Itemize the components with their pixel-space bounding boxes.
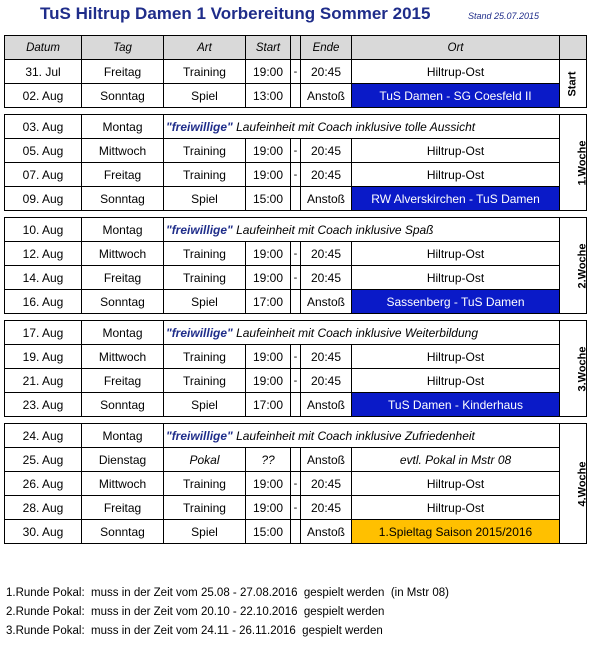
location-cell: evtl. Pokal in Mstr 08 bbox=[352, 448, 560, 472]
table-row bbox=[5, 424, 587, 448]
type-cell: Training bbox=[164, 242, 246, 266]
start-cell: 19:00 bbox=[246, 163, 291, 187]
dash-cell bbox=[291, 520, 301, 544]
table-row bbox=[5, 218, 587, 242]
end-cell: 20:45 bbox=[301, 496, 352, 520]
note-line: 2.Runde Pokal: muss in der Zeit vom 20.10 - 22.10.2016 gespielt werden bbox=[6, 606, 385, 618]
type-cell: Spiel bbox=[164, 290, 246, 314]
table-row bbox=[5, 393, 587, 417]
day-cell: Freitag bbox=[82, 369, 164, 393]
date-cell: 14. Aug bbox=[5, 266, 82, 290]
start-cell: 19:00 bbox=[246, 266, 291, 290]
day-cell: Dienstag bbox=[82, 448, 164, 472]
page-title: TuS Hiltrup Damen 1 Vorbereitung Sommer 2015 bbox=[40, 4, 431, 23]
date-cell: 10. Aug bbox=[5, 218, 82, 242]
voluntary-label: "freiwillige" bbox=[166, 222, 233, 237]
end-cell: 20:45 bbox=[301, 139, 352, 163]
end-cell: Anstoß bbox=[301, 520, 352, 544]
day-cell: Sonntag bbox=[82, 84, 164, 108]
date-cell: 23. Aug bbox=[5, 393, 82, 417]
table-row bbox=[5, 163, 587, 187]
location-cell: Hiltrup-Ost bbox=[352, 60, 560, 84]
day-cell: Sonntag bbox=[82, 393, 164, 417]
type-cell: Training bbox=[164, 60, 246, 84]
column-header: Art bbox=[164, 36, 246, 60]
week-label-cell bbox=[560, 321, 587, 417]
column-header bbox=[560, 36, 587, 60]
type-cell: Spiel bbox=[164, 84, 246, 108]
table-row bbox=[5, 369, 587, 393]
week-label: 3.Woche bbox=[576, 345, 589, 392]
location-cell: Hiltrup-Ost bbox=[352, 472, 560, 496]
date-cell: 12. Aug bbox=[5, 242, 82, 266]
dash-cell bbox=[291, 393, 301, 417]
table-row bbox=[5, 290, 587, 314]
day-cell: Mittwoch bbox=[82, 139, 164, 163]
table-row bbox=[5, 496, 587, 520]
table-row bbox=[5, 187, 587, 211]
location-cell: Hiltrup-Ost bbox=[352, 242, 560, 266]
type-cell: Training bbox=[164, 163, 246, 187]
block-spacer bbox=[5, 314, 587, 321]
location-cell: RW Alverskirchen - TuS Damen bbox=[352, 187, 560, 211]
end-cell: 20:45 bbox=[301, 345, 352, 369]
type-cell: Pokal bbox=[164, 448, 246, 472]
date-cell: 21. Aug bbox=[5, 369, 82, 393]
day-cell: Sonntag bbox=[82, 290, 164, 314]
location-cell: Hiltrup-Ost bbox=[352, 163, 560, 187]
start-cell: 19:00 bbox=[246, 60, 291, 84]
column-header: Start bbox=[246, 36, 291, 60]
day-cell: Freitag bbox=[82, 60, 164, 84]
start-cell: 17:00 bbox=[246, 290, 291, 314]
start-cell: 19:00 bbox=[246, 139, 291, 163]
day-cell: Sonntag bbox=[82, 520, 164, 544]
date-cell: 25. Aug bbox=[5, 448, 82, 472]
column-header bbox=[291, 36, 301, 60]
column-header: Ort bbox=[352, 36, 560, 60]
day-cell: Freitag bbox=[82, 496, 164, 520]
date-cell: 16. Aug bbox=[5, 290, 82, 314]
date-cell: 26. Aug bbox=[5, 472, 82, 496]
note-line: 1.Runde Pokal: muss in der Zeit vom 25.08 - 27.08.2016 gespielt werden (in Mstr 08) bbox=[6, 587, 449, 599]
date-cell: 07. Aug bbox=[5, 163, 82, 187]
week-label: 2.Woche bbox=[576, 242, 589, 289]
dash-cell bbox=[291, 84, 301, 108]
end-cell: 20:45 bbox=[301, 163, 352, 187]
table-row bbox=[5, 266, 587, 290]
week-label-cell bbox=[560, 424, 587, 544]
day-cell: Mittwoch bbox=[82, 242, 164, 266]
voluntary-run-cell bbox=[164, 115, 560, 139]
day-cell: Freitag bbox=[82, 266, 164, 290]
voluntary-run-cell bbox=[164, 424, 560, 448]
type-cell: Spiel bbox=[164, 393, 246, 417]
start-cell: 15:00 bbox=[246, 187, 291, 211]
date-cell: 05. Aug bbox=[5, 139, 82, 163]
voluntary-note: Laufeinheit mit Coach inklusive Weiterbildung bbox=[236, 325, 478, 340]
voluntary-run-cell bbox=[164, 321, 560, 345]
voluntary-note: Laufeinheit mit Coach inklusive Zufriedenheit bbox=[236, 428, 475, 443]
dash-cell: - bbox=[291, 60, 301, 84]
week-label: 4.Woche bbox=[576, 460, 589, 507]
note-line: 3.Runde Pokal: muss in der Zeit vom 24.11 - 26.11.2016 gespielt werden bbox=[6, 625, 383, 637]
stand-date: Stand 25.07.2015 bbox=[468, 11, 540, 21]
location-cell: Hiltrup-Ost bbox=[352, 369, 560, 393]
end-cell: 20:45 bbox=[301, 472, 352, 496]
date-cell: 02. Aug bbox=[5, 84, 82, 108]
week-label: Start bbox=[567, 70, 579, 97]
end-cell: 20:45 bbox=[301, 60, 352, 84]
start-cell: 19:00 bbox=[246, 345, 291, 369]
date-cell: 30. Aug bbox=[5, 520, 82, 544]
column-header: Tag bbox=[82, 36, 164, 60]
end-cell: Anstoß bbox=[301, 393, 352, 417]
end-cell: 20:45 bbox=[301, 369, 352, 393]
start-cell: 19:00 bbox=[246, 472, 291, 496]
week-label: 1.Woche bbox=[576, 139, 589, 186]
start-cell: 19:00 bbox=[246, 496, 291, 520]
type-cell: Spiel bbox=[164, 520, 246, 544]
start-cell: 13:00 bbox=[246, 84, 291, 108]
dash-cell: - bbox=[291, 496, 301, 520]
voluntary-note: Laufeinheit mit Coach inklusive tolle Aussicht bbox=[236, 119, 476, 134]
table-row bbox=[5, 520, 587, 544]
table-row bbox=[5, 139, 587, 163]
date-cell: 09. Aug bbox=[5, 187, 82, 211]
start-cell: 15:00 bbox=[246, 520, 291, 544]
voluntary-label: "freiwillige" bbox=[166, 325, 233, 340]
start-cell: 19:00 bbox=[246, 369, 291, 393]
location-cell: TuS Damen - SG Coesfeld II bbox=[352, 84, 560, 108]
table-row bbox=[5, 321, 587, 345]
dash-cell bbox=[291, 290, 301, 314]
day-cell: Mittwoch bbox=[82, 345, 164, 369]
table-row bbox=[5, 242, 587, 266]
day-cell: Montag bbox=[82, 115, 164, 139]
day-cell: Sonntag bbox=[82, 187, 164, 211]
table-row bbox=[5, 345, 587, 369]
date-cell: 24. Aug bbox=[5, 424, 82, 448]
table-row bbox=[5, 115, 587, 139]
end-cell: 20:45 bbox=[301, 266, 352, 290]
schedule-table bbox=[4, 35, 587, 544]
voluntary-label: "freiwillige" bbox=[166, 428, 233, 443]
block-spacer bbox=[5, 417, 587, 424]
start-cell: 17:00 bbox=[246, 393, 291, 417]
date-cell: 17. Aug bbox=[5, 321, 82, 345]
date-cell: 28. Aug bbox=[5, 496, 82, 520]
start-cell: ?? bbox=[246, 448, 291, 472]
dash-cell: - bbox=[291, 242, 301, 266]
table-row bbox=[5, 472, 587, 496]
location-cell: Hiltrup-Ost bbox=[352, 266, 560, 290]
dash-cell bbox=[291, 187, 301, 211]
week-label-cell bbox=[560, 218, 587, 314]
week-label-cell bbox=[560, 60, 587, 108]
end-cell: Anstoß bbox=[301, 448, 352, 472]
location-cell: Hiltrup-Ost bbox=[352, 139, 560, 163]
day-cell: Montag bbox=[82, 218, 164, 242]
voluntary-label: "freiwillige" bbox=[166, 119, 233, 134]
type-cell: Training bbox=[164, 369, 246, 393]
dash-cell: - bbox=[291, 472, 301, 496]
column-header: Datum bbox=[5, 36, 82, 60]
end-cell: Anstoß bbox=[301, 84, 352, 108]
type-cell: Training bbox=[164, 472, 246, 496]
notes-section bbox=[6, 584, 449, 641]
block-spacer bbox=[5, 211, 587, 218]
day-cell: Freitag bbox=[82, 163, 164, 187]
location-cell: Sassenberg - TuS Damen bbox=[352, 290, 560, 314]
dash-cell: - bbox=[291, 139, 301, 163]
location-cell: Hiltrup-Ost bbox=[352, 496, 560, 520]
header-row bbox=[5, 36, 587, 60]
date-cell: 03. Aug bbox=[5, 115, 82, 139]
table-row bbox=[5, 60, 587, 84]
location-cell: Hiltrup-Ost bbox=[352, 345, 560, 369]
location-cell: 1.Spieltag Saison 2015/2016 bbox=[352, 520, 560, 544]
dash-cell bbox=[291, 448, 301, 472]
type-cell: Spiel bbox=[164, 187, 246, 211]
type-cell: Training bbox=[164, 496, 246, 520]
dash-cell: - bbox=[291, 345, 301, 369]
end-cell: Anstoß bbox=[301, 187, 352, 211]
title-bar bbox=[0, 4, 588, 26]
block-spacer bbox=[5, 108, 587, 115]
type-cell: Training bbox=[164, 266, 246, 290]
end-cell: 20:45 bbox=[301, 242, 352, 266]
column-header: Ende bbox=[301, 36, 352, 60]
table-row bbox=[5, 84, 587, 108]
start-cell: 19:00 bbox=[246, 242, 291, 266]
type-cell: Training bbox=[164, 139, 246, 163]
date-cell: 19. Aug bbox=[5, 345, 82, 369]
dash-cell: - bbox=[291, 369, 301, 393]
dash-cell: - bbox=[291, 266, 301, 290]
end-cell: Anstoß bbox=[301, 290, 352, 314]
voluntary-run-cell bbox=[164, 218, 560, 242]
day-cell: Montag bbox=[82, 321, 164, 345]
table-row bbox=[5, 448, 587, 472]
day-cell: Mittwoch bbox=[82, 472, 164, 496]
type-cell: Training bbox=[164, 345, 246, 369]
day-cell: Montag bbox=[82, 424, 164, 448]
date-cell: 31. Jul bbox=[5, 60, 82, 84]
voluntary-note: Laufeinheit mit Coach inklusive Spaß bbox=[236, 222, 434, 237]
dash-cell: - bbox=[291, 163, 301, 187]
week-label-cell bbox=[560, 115, 587, 211]
location-cell: TuS Damen - Kinderhaus bbox=[352, 393, 560, 417]
